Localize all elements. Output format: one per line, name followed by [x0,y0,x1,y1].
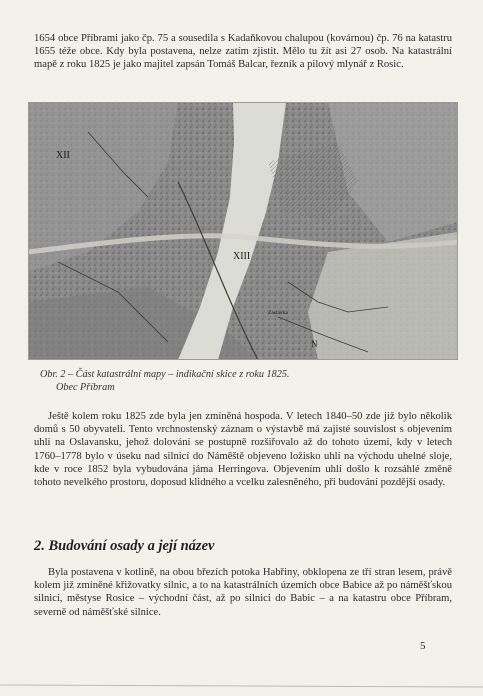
body-paragraph-1: Ještě kolem roku 1825 zde byla jen zmíněná hospoda. V letech 1840–50 zde již bylo několik domů s 50 obyvateli. Tento vrchnostenský záznam o výstavbě má zajisté souvislost s objevením uhlí na Oslavansku, jehož dolování se postupně rozšiřovalo až do tohoto území, kdy v letech 1760–1778 bylo v úseku nad silnicí do Náměště objeveno ložisko uhlí na východu uhelné sloje, kde v roce 1852 byla vybudována jáma Herringova. Objevením uhlí došlo k rozsáhlé změně tohoto nevelkého prostoru, doposud klidného a vcelku zalesněného, při budování pozdější osady. [34,411,452,489]
page-number: 5 [420,640,426,652]
cadastral-map-figure [28,102,458,360]
page-edge-mark [0,675,483,696]
intro-paragraph: 1654 obce Příbrami jako čp. 75 a sousedila s Kadaňkovou chalupou (kovárnou) čp. 76 na katastru 1655 téže obce. Kdy byla postavena, nelze zatím zjistit. Mělo tu žít asi 27 osob. Na katastrální mapě z roku 1825 je jako majitel zapsán Tomáš Balcar, řezník a pilový mlynář z Rosic. [34,33,452,71]
caption-line-1: Obr. 2 – Část katastrální mapy – indikační skice z roku 1825. [40,369,290,380]
map-label-xiii: XIII [233,251,251,262]
map-image [28,102,458,360]
body-paragraph-2: Byla postavena v kotlině, na obou březích potoka Habřiny, obklopena ze tří stran lesem, právě kolem již zmíněné křižovatky silnic, a to na katastrálních územích obce Babice až po náměšťskou silnici, městyse Rosice – východní část, až po silnici do Babic – a na katastru obce Příbram, severně od náměšťské silnice. [34,567,452,618]
map-label-xii: XII [56,150,70,161]
caption-line-2: Obec Příbram [56,382,115,393]
map-label-north: N [311,339,318,349]
figure-caption [40,368,440,394]
map-label-small: Zastávka [268,310,288,316]
section-heading: 2. Budování osady a její název [34,538,215,554]
